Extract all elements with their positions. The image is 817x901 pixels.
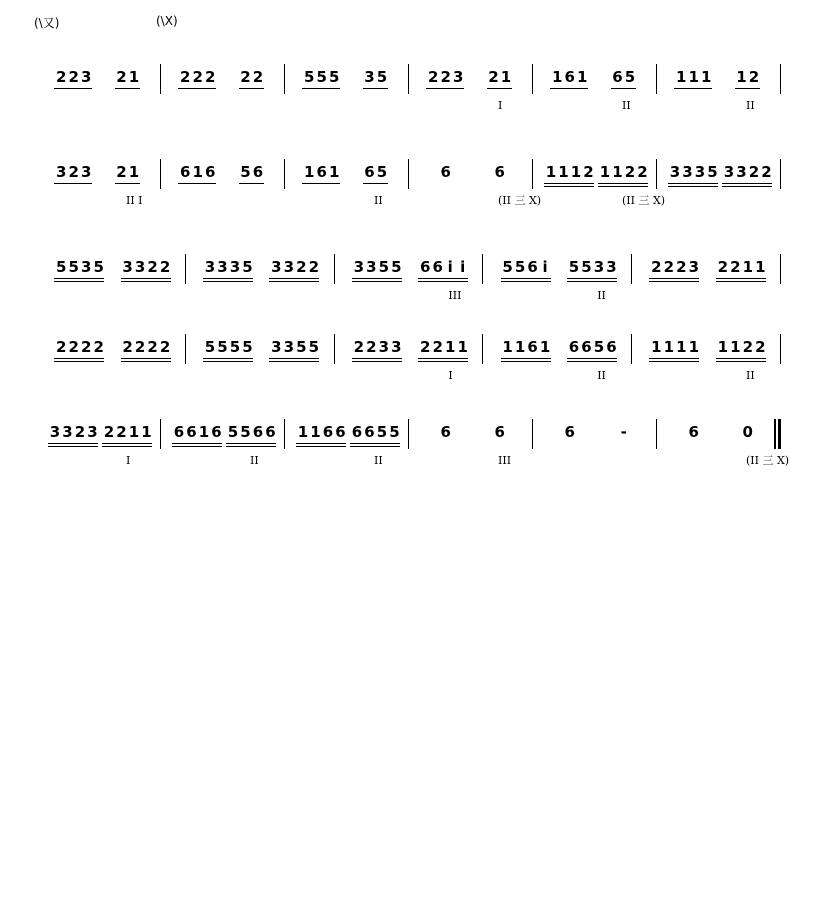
note: 1 <box>297 423 309 441</box>
note: 6 <box>205 163 216 181</box>
barline <box>185 254 186 284</box>
note: 2 <box>440 68 451 86</box>
note: 1 <box>570 163 582 181</box>
barline <box>160 419 161 449</box>
note: 2 <box>308 258 320 276</box>
beam-line <box>203 358 253 359</box>
position-mark: (II 三 X) <box>622 194 666 207</box>
barline <box>482 254 483 284</box>
note: 1 <box>558 163 569 181</box>
note: 3 <box>217 258 228 276</box>
note: i <box>460 258 466 276</box>
barline <box>160 64 161 94</box>
note: 1 <box>701 68 712 86</box>
note: 2 <box>742 338 754 356</box>
beam-line <box>674 88 712 89</box>
note: 6 <box>173 423 185 441</box>
barline <box>656 64 657 94</box>
note: 2 <box>116 163 127 181</box>
note: 3 <box>56 163 67 181</box>
barline <box>408 159 409 189</box>
note: 6 <box>568 338 580 356</box>
note: 5 <box>376 163 388 181</box>
beam-line <box>363 183 388 184</box>
position-mark: II <box>597 369 606 382</box>
beam-line <box>54 281 104 282</box>
note: 2 <box>624 163 636 181</box>
note: 5 <box>240 423 251 441</box>
note: 2 <box>68 163 79 181</box>
note: 2 <box>252 68 264 86</box>
note: 5 <box>229 338 241 356</box>
note: 5 <box>376 423 388 441</box>
note: i <box>447 258 453 276</box>
beam-line <box>352 358 402 359</box>
beam-line <box>296 443 346 444</box>
beam-line <box>544 186 594 187</box>
note: 5 <box>217 338 228 356</box>
position-mark: II <box>250 454 259 467</box>
note: 3 <box>366 258 377 276</box>
barline <box>160 159 161 189</box>
note: 6 <box>316 163 327 181</box>
beam-line <box>352 281 402 282</box>
position-mark: I <box>448 369 453 382</box>
barline <box>284 64 285 94</box>
note: 1 <box>444 338 456 356</box>
beam-line <box>352 361 402 362</box>
beam-line <box>302 183 340 184</box>
beam-line <box>501 278 551 279</box>
note: 3 <box>283 338 295 356</box>
note: 2 <box>583 163 594 181</box>
note: 3 <box>81 68 92 86</box>
note: 2 <box>651 258 662 276</box>
barline <box>185 334 186 364</box>
beam-line <box>269 278 319 279</box>
beam-line <box>203 278 253 279</box>
beam-line <box>172 446 222 447</box>
note: 2 <box>55 338 67 356</box>
note: 3 <box>229 258 241 276</box>
barline <box>780 159 781 189</box>
note: 1 <box>742 258 754 276</box>
beam-line <box>172 443 222 444</box>
note: 2 <box>159 338 171 356</box>
note: 5 <box>296 338 307 356</box>
beam-line <box>121 358 171 359</box>
note: 3 <box>593 258 605 276</box>
beam-line <box>598 186 648 187</box>
note: 1 <box>676 68 687 86</box>
note: 5 <box>568 258 580 276</box>
note: 3 <box>271 338 282 356</box>
note: 2 <box>748 163 760 181</box>
note: 2 <box>205 68 216 86</box>
barline <box>780 64 781 94</box>
note: 2 <box>116 423 127 441</box>
note: 2 <box>147 338 158 356</box>
beam-line <box>722 183 772 184</box>
note: 6 <box>432 258 443 276</box>
note: 1 <box>755 258 766 276</box>
note: 2 <box>180 68 191 86</box>
beam-line <box>418 278 468 279</box>
note: 6 <box>322 423 334 441</box>
note: 3 <box>453 68 464 86</box>
barline <box>482 334 483 364</box>
note: 3 <box>391 338 402 356</box>
note: 5 <box>304 68 315 86</box>
note: 1 <box>676 338 687 356</box>
note: 2 <box>717 258 729 276</box>
note: 3 <box>353 258 365 276</box>
beam-line <box>350 443 400 444</box>
beam-line <box>352 278 402 279</box>
beam-line <box>302 88 340 89</box>
position-mark: I <box>498 99 503 112</box>
note: 1 <box>688 338 700 356</box>
note: 1 <box>688 68 699 86</box>
note: 3 <box>204 258 216 276</box>
note: 1 <box>663 338 675 356</box>
note: 6 <box>527 338 538 356</box>
note: 6 <box>252 423 264 441</box>
note: 6 <box>494 423 505 441</box>
beam-line <box>48 443 98 444</box>
beam-line <box>121 281 171 282</box>
header-mark: (\X) <box>156 14 178 28</box>
note: 5 <box>378 258 390 276</box>
note: 0 <box>742 423 753 441</box>
note: 3 <box>669 163 681 181</box>
note: 2 <box>755 338 766 356</box>
beam-line <box>668 186 718 187</box>
note: 6 <box>335 423 346 441</box>
beam-line <box>115 183 140 184</box>
note: 2 <box>56 68 67 86</box>
note: 6 <box>364 423 375 441</box>
note: 2 <box>748 68 760 86</box>
barline <box>631 334 632 364</box>
position-mark: III <box>498 454 512 467</box>
note: 5 <box>624 68 636 86</box>
note: 1 <box>198 423 210 441</box>
beam-line <box>550 88 588 89</box>
note: 6 <box>494 163 505 181</box>
note: 2 <box>68 338 79 356</box>
note: 3 <box>271 258 282 276</box>
note: 2 <box>428 68 439 86</box>
note: 3 <box>122 258 133 276</box>
beam-line <box>567 278 617 279</box>
note: 1 <box>539 338 551 356</box>
beam-line <box>418 281 468 282</box>
note: 1 <box>736 68 747 86</box>
note: 6 <box>527 258 538 276</box>
note: 2 <box>296 258 307 276</box>
beam-line <box>544 183 594 184</box>
note: 2 <box>116 68 127 86</box>
note: 5 <box>204 338 216 356</box>
final-barline-thin <box>774 419 776 449</box>
beam-line <box>226 443 276 444</box>
beam-line <box>598 183 648 184</box>
beam-line <box>54 278 104 279</box>
note: 3 <box>606 258 617 276</box>
beam-line <box>567 358 617 359</box>
note: 1 <box>552 68 563 86</box>
beam-line <box>567 361 617 362</box>
note: 2 <box>432 338 443 356</box>
beam-line <box>611 88 636 89</box>
note: 5 <box>593 338 605 356</box>
note: 6 <box>419 258 431 276</box>
note: 3 <box>134 258 146 276</box>
note: 2 <box>93 338 104 356</box>
note: 5 <box>240 163 251 181</box>
note: 1 <box>612 163 623 181</box>
beam-line <box>418 358 468 359</box>
note: 2 <box>159 258 171 276</box>
note: 1 <box>128 423 140 441</box>
note: 6 <box>581 338 592 356</box>
note: 6 <box>564 68 575 86</box>
note: 6 <box>364 163 375 181</box>
beam-line <box>102 446 152 447</box>
position-mark: III <box>448 289 462 302</box>
note: 3 <box>80 258 92 276</box>
note: 6 <box>265 423 276 441</box>
note: 5 <box>389 423 400 441</box>
note: 3 <box>688 258 700 276</box>
note: 2 <box>240 68 251 86</box>
note: 5 <box>93 258 104 276</box>
beam-line <box>269 281 319 282</box>
beam-line <box>649 281 699 282</box>
note: 5 <box>376 68 388 86</box>
beam-line <box>54 361 104 362</box>
barline <box>532 159 533 189</box>
barline <box>408 64 409 94</box>
note: 1 <box>128 68 140 86</box>
note: 5 <box>391 258 402 276</box>
note: 1 <box>128 163 140 181</box>
note: - <box>620 423 627 441</box>
note: 2 <box>761 163 772 181</box>
note: 1 <box>304 163 315 181</box>
beam-line <box>501 281 551 282</box>
note: 1 <box>577 68 588 86</box>
position-mark: (II 三 X) <box>746 454 790 467</box>
beam-line <box>115 88 140 89</box>
beam-line <box>722 186 772 187</box>
beam-line <box>296 446 346 447</box>
note: 3 <box>62 423 73 441</box>
note: 5 <box>707 163 718 181</box>
note: 3 <box>682 163 693 181</box>
barline <box>631 254 632 284</box>
beam-line <box>48 446 98 447</box>
note: 2 <box>637 163 648 181</box>
note: 1 <box>192 163 203 181</box>
note: 1 <box>500 68 512 86</box>
beam-line <box>501 361 551 362</box>
note: 5 <box>68 258 79 276</box>
note: 5 <box>329 68 340 86</box>
note: 2 <box>122 338 133 356</box>
note: 2 <box>730 258 741 276</box>
note: 2 <box>147 258 158 276</box>
note: 2 <box>80 338 92 356</box>
beam-line <box>121 278 171 279</box>
note: 2 <box>68 68 79 86</box>
beam-line <box>54 358 104 359</box>
beam-line <box>54 183 92 184</box>
note: i <box>542 258 548 276</box>
barline <box>284 159 285 189</box>
note: 1 <box>730 338 741 356</box>
note: 1 <box>545 163 557 181</box>
position-mark: II <box>746 369 755 382</box>
note: 5 <box>514 258 526 276</box>
barline <box>334 254 335 284</box>
note: 3 <box>723 163 735 181</box>
note: 3 <box>49 423 61 441</box>
beam-line <box>121 361 171 362</box>
note: 3 <box>81 163 92 181</box>
note: 6 <box>440 423 451 441</box>
beam-line <box>487 88 512 89</box>
note: 3 <box>694 163 706 181</box>
note: 3 <box>283 258 295 276</box>
barline <box>408 419 409 449</box>
note: 6 <box>351 423 363 441</box>
beam-line <box>203 281 253 282</box>
note: 6 <box>688 423 699 441</box>
beam-line <box>226 446 276 447</box>
note: 6 <box>440 163 451 181</box>
note: 5 <box>502 258 513 276</box>
position-mark: I <box>126 454 131 467</box>
note: 5 <box>581 258 592 276</box>
note: 5 <box>242 258 253 276</box>
barline <box>284 419 285 449</box>
final-barline-thick <box>778 419 781 449</box>
note: 2 <box>366 338 377 356</box>
position-mark: II <box>597 289 606 302</box>
beam-line <box>668 183 718 184</box>
position-mark: (II 三 X) <box>498 194 542 207</box>
beam-line <box>363 88 388 89</box>
note: 2 <box>74 423 86 441</box>
beam-line <box>716 361 766 362</box>
beam-line <box>649 278 699 279</box>
beam-line <box>203 361 253 362</box>
barline <box>656 159 657 189</box>
position-mark: II <box>746 99 755 112</box>
note: 2 <box>353 338 365 356</box>
beam-line <box>350 446 400 447</box>
note: 2 <box>676 258 687 276</box>
beam-line <box>716 278 766 279</box>
note: 1 <box>502 338 513 356</box>
header-mark: (\又) <box>34 16 60 30</box>
note: 5 <box>308 338 320 356</box>
beam-line <box>239 88 264 89</box>
note: 3 <box>736 163 747 181</box>
note: 1 <box>514 338 526 356</box>
beam-line <box>735 88 760 89</box>
note: 1 <box>599 163 611 181</box>
barline <box>532 64 533 94</box>
note: 2 <box>488 68 499 86</box>
beam-line <box>54 88 92 89</box>
position-mark: II <box>622 99 631 112</box>
beam-line <box>716 281 766 282</box>
note: 1 <box>457 338 468 356</box>
beam-line <box>649 358 699 359</box>
beam-line <box>239 183 264 184</box>
note: 1 <box>329 163 340 181</box>
note: 5 <box>242 338 253 356</box>
beam-line <box>269 361 319 362</box>
beam-line <box>178 88 216 89</box>
note: 2 <box>134 338 146 356</box>
beam-line <box>501 358 551 359</box>
beam-line <box>178 183 216 184</box>
note: 2 <box>192 68 203 86</box>
note: 6 <box>564 423 575 441</box>
beam-line <box>418 361 468 362</box>
note: 6 <box>252 163 264 181</box>
barline <box>656 419 657 449</box>
note: 5 <box>316 68 327 86</box>
beam-line <box>567 281 617 282</box>
barline <box>780 334 781 364</box>
note: 6 <box>606 338 617 356</box>
note: 6 <box>211 423 222 441</box>
note: 2 <box>419 338 431 356</box>
note: 3 <box>378 338 390 356</box>
note: 1 <box>310 423 321 441</box>
note: 6 <box>612 68 623 86</box>
note: 2 <box>663 258 675 276</box>
note: 3 <box>87 423 98 441</box>
note: 6 <box>186 423 197 441</box>
beam-line <box>649 361 699 362</box>
beam-line <box>426 88 464 89</box>
note: 2 <box>103 423 115 441</box>
barline <box>334 334 335 364</box>
position-mark: II <box>374 194 383 207</box>
position-mark: II I <box>126 194 143 207</box>
position-mark: II <box>374 454 383 467</box>
barline <box>780 254 781 284</box>
beam-line <box>716 358 766 359</box>
note: 5 <box>227 423 239 441</box>
beam-line <box>269 358 319 359</box>
note: 1 <box>651 338 662 356</box>
note: 1 <box>141 423 152 441</box>
note: 5 <box>55 258 67 276</box>
note: 1 <box>717 338 729 356</box>
barline <box>532 419 533 449</box>
note: 6 <box>180 163 191 181</box>
beam-line <box>102 443 152 444</box>
note: 3 <box>364 68 375 86</box>
